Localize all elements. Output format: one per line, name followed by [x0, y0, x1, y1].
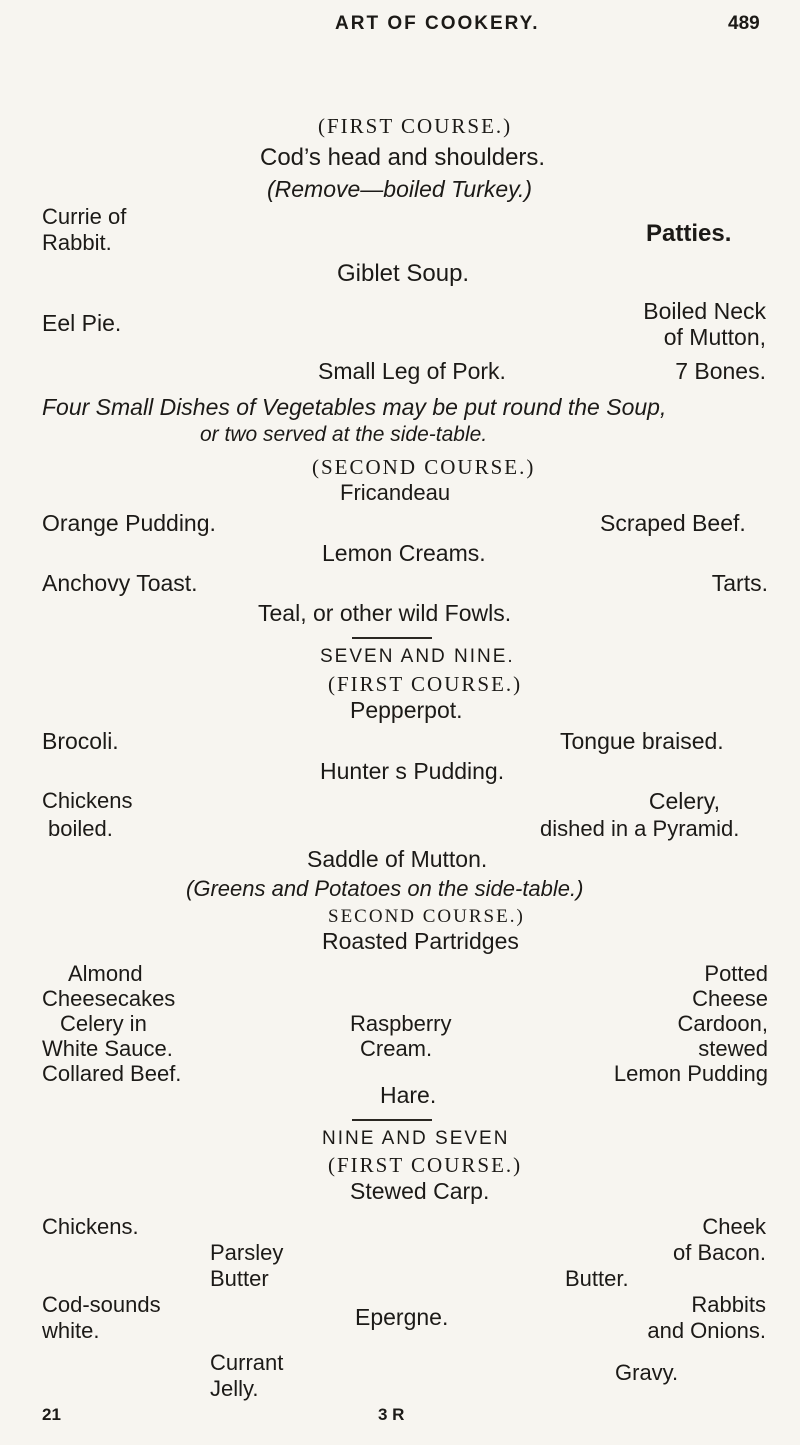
menu3-center2: Hunter s Pudding. — [320, 758, 505, 784]
menu5-left3a: Cod-sounds — [42, 1292, 161, 1317]
menu3-left1: Brocoli. — [42, 728, 119, 754]
menu3-right1: Tongue braised. — [560, 728, 724, 754]
menu5-left1: Chickens. — [42, 1214, 139, 1239]
menu5-left2b: Butter — [210, 1266, 269, 1291]
menu5-right3a: Rabbits — [691, 1292, 766, 1317]
menu2-right1: Scraped Beef. — [600, 510, 746, 536]
menu1-right2c: 7 Bones. — [675, 358, 766, 384]
menu1-right2b: of Mutton, — [663, 324, 766, 350]
menu4-left-4: White Sauce. — [42, 1036, 173, 1061]
menu5-right3b: and Onions. — [647, 1318, 766, 1343]
menu5-center1: Stewed Carp. — [350, 1178, 490, 1204]
menu5-right4: Gravy. — [615, 1360, 679, 1385]
menu5-right2: Butter. — [565, 1266, 629, 1291]
menu1-left2: Eel Pie. — [42, 310, 122, 336]
menu4-right-2: Cheese — [692, 986, 768, 1011]
menu1-center2: Small Leg of Pork. — [318, 358, 506, 384]
menu1-note1: Four Small Dishes of Vegetables may be put round the Soup, — [42, 394, 667, 420]
menu4-right-4: stewed — [698, 1036, 768, 1061]
menu1-center1: Giblet Soup. — [337, 260, 470, 287]
menu1-right1: Patties. — [646, 220, 732, 247]
menu2-left1: Orange Pudding. — [42, 510, 216, 536]
menu5-heading: NINE AND SEVEN — [322, 1128, 510, 1149]
menu4-left-5: Collared Beef. — [42, 1061, 182, 1086]
menu5-right1a: Cheek — [702, 1214, 766, 1239]
menu3-left2b: boiled. — [48, 816, 113, 841]
menu5-left4b: Jelly. — [210, 1376, 259, 1401]
menu4-course-heading: SECOND COURSE.) — [328, 906, 525, 927]
menu1-course-heading: (FIRST COURSE.) — [318, 114, 513, 138]
menu5-left3b: white. — [42, 1318, 100, 1343]
menu3-right2a: Celery, — [648, 788, 720, 814]
menu2-center3: Teal, or other wild Fowls. — [258, 600, 512, 626]
menu2-course-heading: (SECOND COURSE.) — [312, 455, 536, 479]
menu5-left4a: Currant — [210, 1350, 284, 1375]
menu4-right-3: Cardoon, — [677, 1011, 768, 1036]
menu4-center2a: Raspberry — [350, 1011, 452, 1036]
menu5-center2: Epergne. — [355, 1304, 449, 1330]
signature-center: 3 R — [378, 1405, 405, 1424]
menu4-center1: Roasted Partridges — [322, 928, 519, 954]
menu4-right-5: Lemon Pudding — [613, 1061, 768, 1086]
menu3-heading: SEVEN AND NINE. — [320, 646, 515, 667]
page-number: 489 — [728, 13, 760, 34]
signature-left: 21 — [42, 1405, 61, 1424]
menu1-line2: (Remove—boiled Turkey.) — [267, 176, 533, 202]
running-title: ART OF COOKERY. — [335, 13, 540, 34]
menu5-course-heading: (FIRST COURSE.) — [328, 1153, 523, 1177]
section-divider — [352, 637, 432, 639]
menu1-line1: Cod’s head and shoulders. — [260, 144, 546, 171]
menu2-left2: Anchovy Toast. — [42, 570, 198, 596]
menu4-left-1: Almond — [68, 961, 143, 986]
menu3-center3: Saddle of Mutton. — [307, 846, 488, 872]
menu4-left-2: Cheesecakes — [42, 986, 176, 1011]
menu3-course-heading: (FIRST COURSE.) — [328, 672, 523, 696]
menu2-right2: Tarts. — [711, 570, 768, 596]
menu5-right1b: of Bacon. — [673, 1240, 766, 1265]
menu4-left-3: Celery in — [60, 1011, 147, 1036]
menu1-left1b: Rabbit. — [42, 230, 112, 255]
menu3-right2b: dished in a Pyramid. — [540, 816, 740, 841]
section-divider — [352, 1119, 432, 1121]
menu3-center1: Pepperpot. — [350, 697, 463, 723]
menu1-right2a: Boiled Neck — [643, 298, 766, 324]
menu3-note: (Greens and Potatoes on the side-table.) — [186, 876, 584, 901]
menu4-center2b: Cream. — [360, 1036, 433, 1061]
menu4-right-1: Potted — [704, 961, 768, 986]
menu3-left2a: Chickens — [42, 788, 133, 813]
menu4-center3: Hare. — [380, 1082, 437, 1108]
menu1-note2: or two served at the side-table. — [200, 423, 488, 446]
menu1-left1a: Currie of — [42, 204, 127, 229]
menu2-center1: Fricandeau — [340, 480, 451, 505]
menu5-left2a: Parsley — [210, 1240, 284, 1265]
menu2-center2: Lemon Creams. — [322, 540, 486, 566]
